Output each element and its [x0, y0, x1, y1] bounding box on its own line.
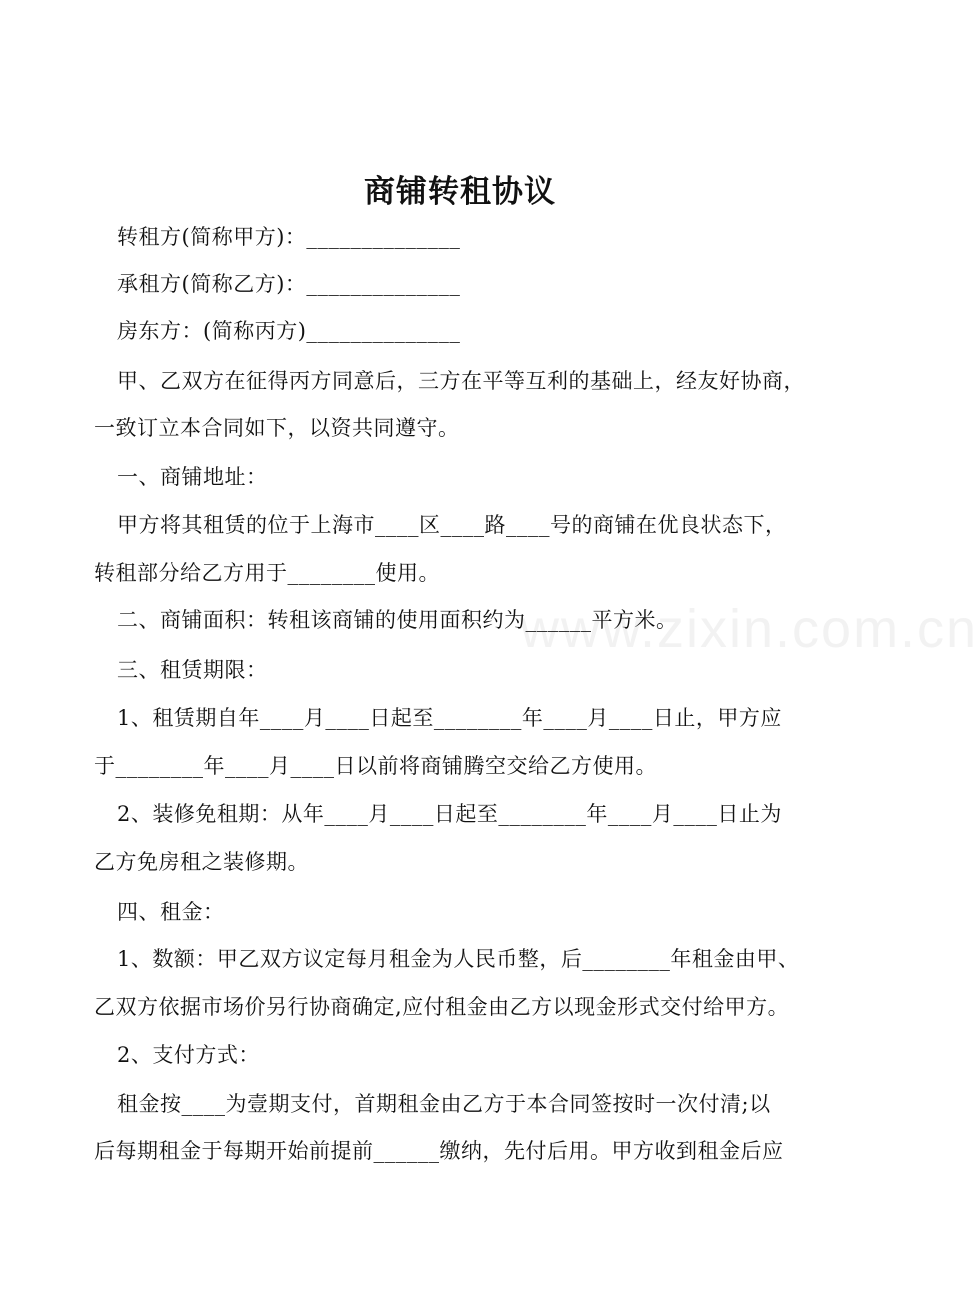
- paragraph-line: 1、数额：甲乙双方议定每月租金为人民币整，后________年租金由甲、: [117, 947, 800, 971]
- party-b-line: 承租方(简称乙方)：______________: [117, 272, 461, 296]
- paragraph-line: 后每期租金于每期开始前提前______缴纳，先付后用。甲方收到租金后应: [94, 1139, 784, 1163]
- paragraph-line: 甲、乙双方在征得丙方同意后，三方在平等互利的基础上，经友好协商，: [117, 369, 805, 393]
- paragraph-line: 乙双方依据市场价另行协商确定,应付租金由乙方以现金形式交付给甲方。: [94, 995, 790, 1019]
- document-title: 商铺转租协议: [364, 174, 556, 210]
- paragraph-line: 一致订立本合同如下，以资共同遵守。: [94, 416, 460, 440]
- paragraph-line: 乙方免房租之装修期。: [94, 850, 309, 874]
- section-heading: 一、商铺地址：: [117, 465, 268, 489]
- paragraph-line: 甲方将其租赁的位于上海市____区____路____号的商铺在优良状态下，: [117, 513, 787, 537]
- section-heading: 二、商铺面积：转租该商铺的使用面积约为______平方米。: [117, 608, 678, 632]
- section-heading: 四、租金：: [117, 900, 225, 924]
- party-c-line: 房东方：(简称丙方)______________: [117, 319, 461, 343]
- section-heading: 2、支付方式：: [117, 1043, 260, 1067]
- paragraph-line: 于________年____月____日以前将商铺腾空交给乙方使用。: [94, 754, 657, 778]
- party-a-line: 转租方(简称甲方)：______________: [117, 225, 461, 249]
- section-heading: 三、租赁期限：: [117, 658, 268, 682]
- paragraph-line: 2、装修免租期：从年____月____日起至________年____月____日止为: [117, 802, 782, 826]
- paragraph-line: 1、租赁期自年____月____日起至________年____月____日止，甲方应: [117, 706, 782, 730]
- paragraph-line: 转租部分给乙方用于________使用。: [94, 561, 440, 585]
- paragraph-line: 租金按____为壹期支付，首期租金由乙方于本合同签按时一次付清;以: [117, 1092, 771, 1116]
- watermark: www.zixin.com.cn: [520, 599, 978, 659]
